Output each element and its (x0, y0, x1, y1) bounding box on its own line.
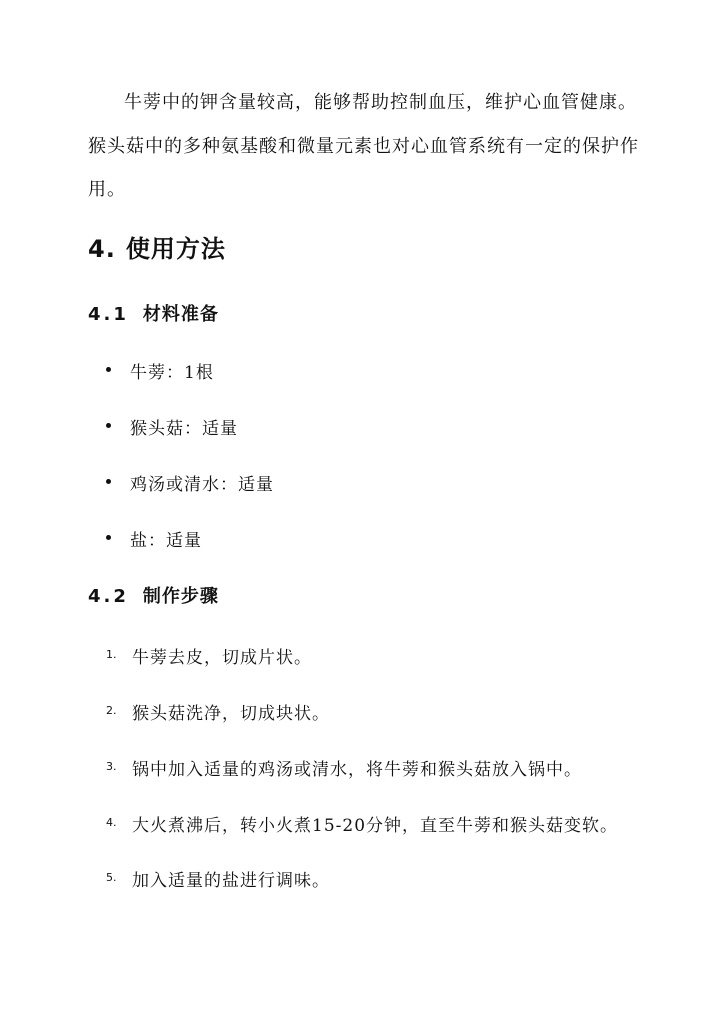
step-item (106, 755, 582, 780)
steps-title: 制作步骤 (142, 586, 219, 607)
list-item-text: 牛蒡：1根 (130, 363, 214, 383)
materials-number: 4.1 (88, 304, 129, 325)
list-item (106, 358, 214, 383)
bullet-icon (106, 479, 111, 484)
section-title: 使用方法 (125, 235, 226, 263)
step-text: 大火煮沸后，转小火煮15-20分钟，直至牛蒡和猴头菇变软。 (132, 816, 619, 836)
list-item (106, 414, 238, 439)
intro-line-2: 猴头菇中的多种氨基酸和微量元素也对心血管系统有一定的保护作 (88, 136, 639, 157)
list-item (106, 470, 274, 495)
list-item-text: 鸡汤或清水：适量 (130, 475, 274, 495)
step-text: 牛蒡去皮，切成片状。 (132, 648, 312, 668)
list-item-text: 盐：适量 (130, 531, 202, 551)
step-text: 加入适量的盐进行调味。 (132, 871, 330, 891)
section-number: 4. (88, 235, 116, 263)
intro-line-3: 用。 (88, 179, 126, 200)
step-item (106, 699, 330, 724)
step-item (106, 643, 312, 668)
step-index: 3. (106, 760, 117, 773)
bullet-icon (106, 535, 111, 540)
section-heading (88, 229, 226, 264)
steps-heading (88, 582, 219, 608)
step-item (106, 866, 330, 891)
bullet-icon (106, 423, 111, 428)
list-item-text: 猴头菇：适量 (130, 419, 238, 439)
bullet-icon (106, 367, 111, 372)
step-index: 4. (106, 816, 117, 829)
steps-number: 4.2 (88, 586, 129, 607)
materials-heading (88, 300, 219, 326)
list-item (106, 526, 202, 551)
step-index: 1. (106, 648, 117, 661)
step-text: 猴头菇洗净，切成块状。 (132, 704, 330, 724)
step-text: 锅中加入适量的鸡汤或清水，将牛蒡和猴头菇放入锅中。 (132, 760, 582, 780)
step-index: 5. (106, 871, 117, 884)
intro-line-1-text: 牛蒡中的钾含量较高，能够帮助控制血压，维护心血管健康。 (124, 92, 637, 113)
intro-line-1 (88, 88, 648, 114)
step-index: 2. (106, 704, 117, 717)
materials-title: 材料准备 (142, 304, 219, 325)
step-item (106, 811, 618, 836)
